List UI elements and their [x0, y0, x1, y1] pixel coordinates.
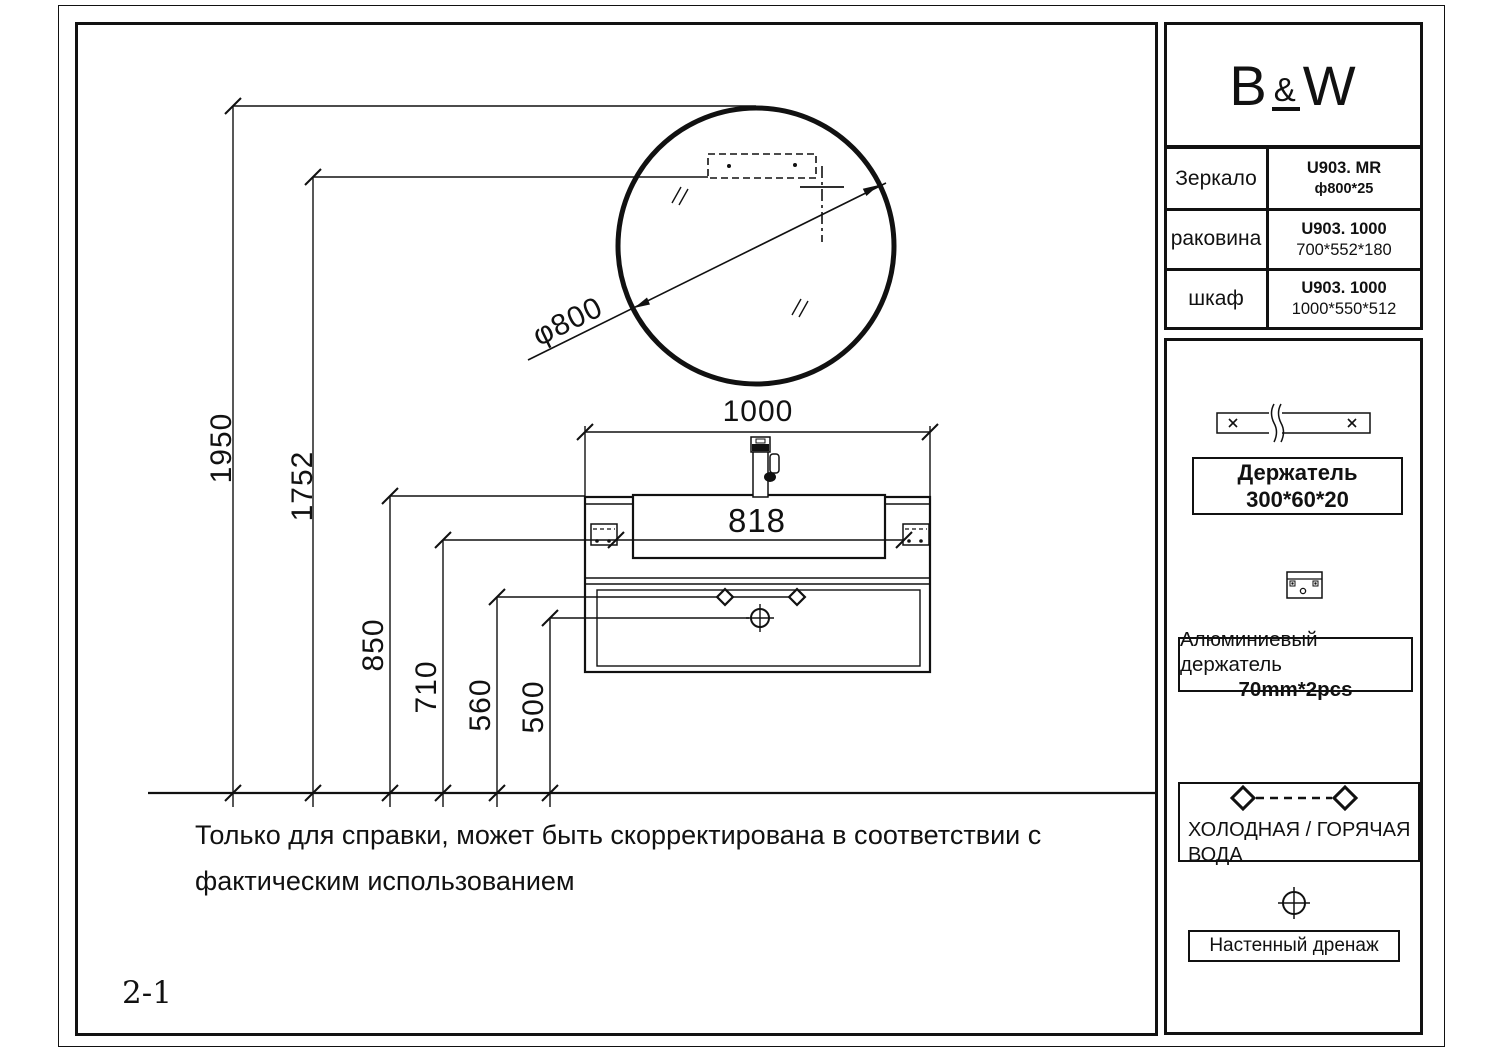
reference-note-line2: фактическим использованием: [195, 866, 575, 896]
drain-symbol: [1278, 887, 1310, 919]
holder-label-box: [1192, 457, 1403, 515]
dim-label-710: 710: [410, 660, 443, 714]
dim-label-850: 850: [357, 618, 390, 672]
alu-holder-label-box: [1178, 628, 1413, 701]
alu-holder-line1: Алюминиевый держатель: [1180, 628, 1318, 676]
drain-label-box: [1188, 930, 1400, 962]
dim-label-500: 500: [517, 680, 550, 734]
table-row-sink-label: раковина: [1170, 227, 1262, 250]
dimension-ticks: [225, 98, 938, 801]
logo-letter-b: B: [1229, 53, 1269, 117]
drain-label: Настенный дренаж: [1209, 935, 1379, 956]
mirror-code: U903. MR: [1306, 159, 1382, 177]
cabinet-code: U903. 1000: [1301, 279, 1387, 297]
cabinet-size: 1000*550*512: [1291, 300, 1397, 318]
holder-label-line1: Держатель: [1237, 460, 1358, 485]
dim-label-diameter: φ800: [527, 290, 609, 353]
mirror-drawing: [528, 108, 894, 384]
water-label-line1: ХОЛОДНАЯ / ГОРЯЧАЯ: [1188, 819, 1411, 841]
table-row-cabinet-label: шкаф: [1188, 286, 1244, 310]
water-label-line2: ВОДА: [1188, 844, 1243, 866]
sheet-number: 2-1: [122, 975, 172, 1011]
sink-size: 700*552*180: [1296, 240, 1392, 259]
dim-label-818: 818: [727, 502, 787, 539]
logo-ampersand: &: [1272, 73, 1300, 111]
vanity-cabinet-drawing: [585, 437, 930, 672]
dim-label-560: 560: [464, 678, 497, 732]
dim-label-1000: 1000: [722, 395, 794, 428]
dim-label-1752: 1752: [286, 450, 319, 522]
alu-bracket-drawing: [1287, 572, 1322, 598]
holder-label-line2: 300*60*20: [1246, 487, 1349, 512]
faucet-drawing: [751, 437, 779, 497]
dim-label-1950: 1950: [205, 412, 238, 484]
logo-letter-w: W: [1302, 53, 1358, 117]
water-label-box: [1178, 782, 1420, 866]
table-row-mirror-label: Зеркало: [1175, 166, 1257, 190]
mirror-size: ф800*25: [1314, 181, 1374, 197]
sink-code: U903. 1000: [1301, 219, 1387, 238]
reference-note: [195, 812, 1041, 904]
holder-bar-drawing: [1217, 404, 1370, 442]
alu-holder-line2: 70mm*2pcs: [1238, 678, 1353, 701]
reference-note-line1: Только для справки, может быть скорректирована в соответствии с: [195, 820, 1042, 850]
